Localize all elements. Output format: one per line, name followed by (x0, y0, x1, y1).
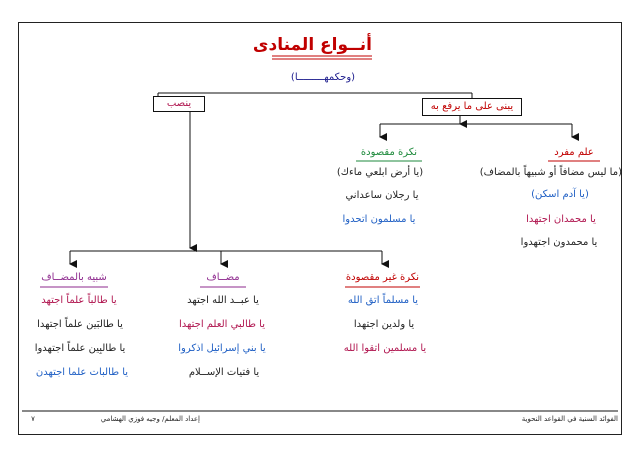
alam-mufrad-example-3: يا محمدون اجتهدوا (520, 237, 598, 248)
shabih-example-2: يا طالبَين علماً اجتهدا (37, 319, 123, 330)
alam-mufrad-example-2: يا محمدان اجتهدا (526, 214, 596, 225)
nakira-maqsuda-example-2: يا رجلان ساعداني (345, 190, 419, 201)
nakira-ghayr-example-2: يا ولدين اجتهدا (353, 319, 415, 330)
mudaf-example-2: يا طالبي العلم اجتهدا (178, 319, 265, 330)
mabni-box: يبنى على ما يرفع به (422, 98, 522, 116)
footer-page-number: ٧ (31, 415, 35, 423)
alam-mufrad-heading: علم مفرد (554, 147, 594, 158)
mudaf-example-3: يا بني إسرائيل اذكروا (178, 343, 266, 354)
page-subtitle: (وحكمهـــــــــا) (290, 72, 356, 83)
nakira-ghayr-example-1: يا مسلماً اتق الله (347, 295, 419, 306)
page-title: أنــواع المنادى (252, 35, 372, 55)
shabih-heading: شبيه بالمضــاف (41, 272, 107, 283)
alam-mufrad-definition: (ما ليس مضافاً أو شبيهاً بالمضاف) (479, 167, 622, 178)
nakira-maqsuda-example-1: (يا أرض ابلعي ماءك) (336, 167, 424, 178)
nakira-ghayr-example-3: يا مسلمين اتقوا الله (343, 343, 427, 354)
footer-author: إعداد المعلم/ وجيه فوزي الهشامي (100, 415, 200, 423)
nasb-box: ينصب (153, 96, 205, 112)
shabih-example-3: يا طالبِين علماً اجتهدوا (34, 343, 126, 354)
shabih-example-1: يا طالباً علماً اجتهد (41, 295, 117, 306)
mudaf-example-1: يا عبــد الله اجتهد (187, 295, 259, 306)
alam-mufrad-example-1: (يا آدم اسكن) (531, 189, 589, 200)
nakira-maqsuda-example-3: يا مسلمون اتحدوا (342, 214, 416, 225)
shabih-example-4: يا طالبات علما اجتهدن (35, 367, 129, 378)
nakira-maqsuda-heading: نكرة مقصودة (360, 147, 418, 158)
nakira-ghayr-heading: نكرة غير مقصودة (345, 272, 420, 283)
mudaf-heading: مضــاف (206, 272, 240, 283)
footer-book-title: الفوائد السنية في القواعد النحوية (521, 415, 618, 423)
mudaf-example-4: يا فتيات الإســلام (188, 367, 260, 378)
